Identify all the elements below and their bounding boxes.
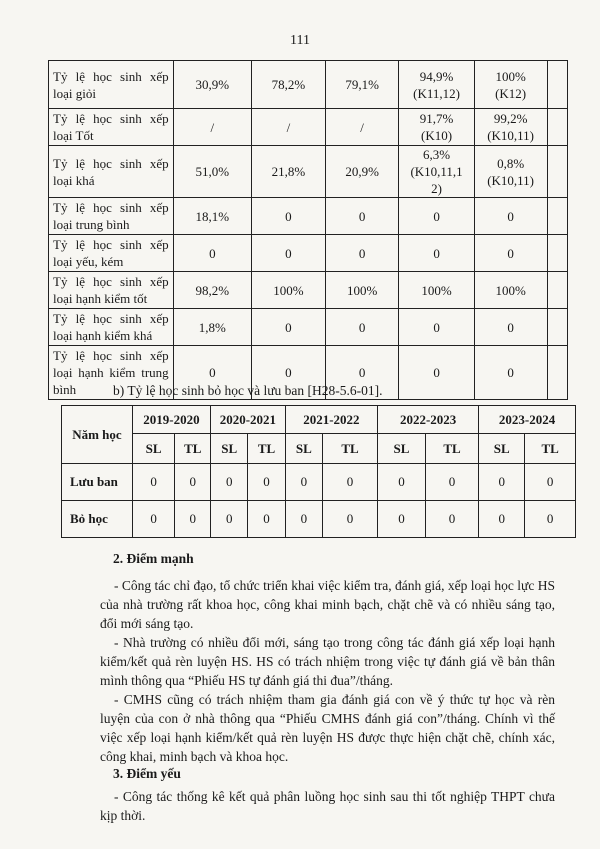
row-label-line: Tỷ lệ học sinh xếp (53, 274, 169, 289)
row-label (49, 198, 174, 235)
row-label (49, 109, 174, 146)
sub-header: TL (248, 434, 285, 464)
table-cell: 0 (325, 346, 399, 400)
table-cell: 0 (525, 464, 576, 501)
table-row (49, 146, 568, 198)
weakness-paragraph-1: - Công tác thống kê kết quả phân luồng học sinh sau thi tốt nghiệp THPT chưa kịp thời. (100, 789, 555, 823)
row-label-line: loại yếu, kém (53, 254, 124, 269)
row-label (49, 146, 174, 198)
table-cell: 0 (474, 309, 547, 346)
table-cell: 0 (525, 501, 576, 538)
table-cell: 0 (399, 346, 474, 400)
table-cell: 0 (378, 501, 426, 538)
student-ranking-table (48, 60, 568, 400)
table-row (62, 464, 576, 501)
empty-cell (547, 198, 567, 235)
table-cell: 91,7% (K10) (399, 109, 474, 146)
year-header-corner: Năm học (62, 406, 133, 464)
section-3-heading: 3. Điểm yếu (113, 766, 181, 781)
table-cell: 0 (211, 464, 248, 501)
table-cell: 100% (325, 272, 399, 309)
row-label (49, 272, 174, 309)
table-cell: 0 (175, 464, 211, 501)
dropout-retention-table (61, 405, 576, 538)
empty-cell (547, 109, 567, 146)
empty-cell (547, 235, 567, 272)
table-cell: 0 (285, 501, 322, 538)
table-cell: 0 (325, 198, 399, 235)
row-label (49, 61, 174, 109)
strength-paragraph-2: - Nhà trường có nhiều đổi mới, sáng tạo trong công tác đánh giá xếp loại hạnh kiểm/kết quả rèn luyện HS. HS có trách nhiệm trong việc tự đánh giá về bản thân mình thông qua “Phiếu HS tự đánh giá thi đua”/tháng. (100, 635, 555, 688)
sub-header: TL (175, 434, 211, 464)
table-cell: 0 (248, 464, 285, 501)
row-label-line: Tỷ lệ học sinh xếp (53, 111, 169, 126)
row-label: Bỏ học (62, 501, 133, 538)
table-cell: 0,8% (K10,11) (474, 146, 547, 198)
table-cell: 0 (399, 309, 474, 346)
table-cell: 6,3% (K10,11,1 2) (399, 146, 474, 198)
table-cell: 0 (325, 309, 399, 346)
table-cell: 0 (175, 501, 211, 538)
row-label-line: Tỷ lệ học sinh xếp (53, 311, 169, 326)
table-cell: / (252, 109, 326, 146)
sub-header: SL (285, 434, 322, 464)
sub-header: SL (378, 434, 426, 464)
table-cell: 0 (252, 235, 326, 272)
row-label-line: loại Tốt (53, 128, 94, 143)
table-cell: 21,8% (252, 146, 326, 198)
strength-paragraph-1: - Công tác chỉ đạo, tổ chức triển khai việc kiểm tra, đánh giá, xếp loại học lực HS của nhà trường rất khoa học, công khai minh bạch, chặt chẽ và có nhiều sáng tạo, đổi mới sáng tạo. (100, 578, 555, 631)
table-cell: 100% (K12) (474, 61, 547, 109)
row-label: Lưu ban (62, 464, 133, 501)
table-row (49, 309, 568, 346)
table-cell: 0 (322, 501, 377, 538)
table-cell: 30,9% (173, 61, 251, 109)
year-header: 2020-2021 (211, 406, 286, 434)
empty-cell (547, 346, 567, 400)
table-cell: 100% (252, 272, 326, 309)
table-cell: 0 (132, 464, 175, 501)
table-cell: 99,2% (K10,11) (474, 109, 547, 146)
row-label-line: loại hạnh kiểm trung (53, 365, 169, 380)
table-cell: / (173, 109, 251, 146)
table-cell: 0 (474, 235, 547, 272)
table-cell: 0 (322, 464, 377, 501)
table-row (49, 235, 568, 272)
row-label-line: loại khá (53, 172, 95, 188)
sub-header: SL (211, 434, 248, 464)
table-cell: 0 (132, 501, 175, 538)
strength-paragraph-3: - CMHS cũng có trách nhiệm tham gia đánh giá con về ý thức tự học và rèn luyện của con ở nhà thông qua “Phiếu CMHS đánh giá con”/tháng. Chính vì thế việc xếp loại hạnh kiểm/kết quả rèn luyện HS được thực hiện chặt chẽ, chính xác, công khai, minh bạch và khoa học. (100, 692, 555, 764)
table-cell: 18,1% (173, 198, 251, 235)
sub-header: TL (322, 434, 377, 464)
sub-header: TL (425, 434, 478, 464)
table-cell: / (325, 109, 399, 146)
table-row (49, 61, 568, 109)
year-header: 2023-2024 (479, 406, 576, 434)
table-cell: 1,8% (173, 309, 251, 346)
table-cell: 0 (474, 346, 547, 400)
table-row (49, 198, 568, 235)
section-2-heading: 2. Điểm mạnh (113, 551, 194, 566)
table-cell: 98,2% (173, 272, 251, 309)
sub-header: SL (479, 434, 525, 464)
table-cell: 0 (378, 464, 426, 501)
table-cell: 0 (248, 501, 285, 538)
table-cell: 0 (252, 346, 326, 400)
year-header: 2019-2020 (132, 406, 210, 434)
table-cell: 94,9% (K11,12) (399, 61, 474, 109)
table-row (62, 501, 576, 538)
sub-header: SL (132, 434, 175, 464)
page-number: 111 (290, 33, 310, 48)
row-label-line: loại giỏi (53, 85, 96, 101)
table-cell: 0 (399, 198, 474, 235)
table-cell: 0 (252, 309, 326, 346)
empty-cell (547, 61, 567, 109)
row-label-line: Tỷ lệ học sinh xếp (53, 68, 169, 84)
table-cell: 0 (479, 464, 525, 501)
row-label (49, 235, 174, 272)
table-cell: 0 (425, 501, 478, 538)
table-cell: 0 (173, 346, 251, 400)
table-cell: 0 (252, 198, 326, 235)
year-header: 2022-2023 (378, 406, 479, 434)
row-label-line: loại trung bình (53, 217, 130, 232)
empty-cell (547, 146, 567, 198)
row-label-line: loại hạnh kiểm tốt (53, 291, 148, 306)
sub-header: TL (525, 434, 576, 464)
table-cell: 20,9% (325, 146, 399, 198)
row-label-line: Tỷ lệ học sinh xếp (53, 348, 169, 363)
table-cell: 100% (399, 272, 474, 309)
row-label-line: loại hạnh kiểm khá (53, 328, 153, 343)
table-cell: 0 (325, 235, 399, 272)
table-row (49, 109, 568, 146)
row-label (49, 309, 174, 346)
year-header: 2021-2022 (285, 406, 377, 434)
table-cell: 0 (479, 501, 525, 538)
table-cell: 0 (211, 501, 248, 538)
row-label-line: Tỷ lệ học sinh xếp (53, 200, 169, 215)
table-cell: 0 (285, 464, 322, 501)
table-row (49, 272, 568, 309)
table-cell: 0 (399, 235, 474, 272)
row-label-line: bình (53, 382, 77, 397)
table-cell: 0 (173, 235, 251, 272)
row-label-line: Tỷ lệ học sinh xếp (53, 155, 169, 171)
empty-cell (547, 272, 567, 309)
table-cell: 100% (474, 272, 547, 309)
table-cell: 78,2% (252, 61, 326, 109)
table-cell: 0 (425, 464, 478, 501)
table-cell: 79,1% (325, 61, 399, 109)
dropout-caption: b) Tỷ lệ học sinh bỏ học và lưu ban [H28-5.6-01]. (113, 383, 383, 398)
table-cell: 0 (474, 198, 547, 235)
row-label-line: Tỷ lệ học sinh xếp (53, 237, 169, 252)
table-cell: 51,0% (173, 146, 251, 198)
empty-cell (547, 309, 567, 346)
